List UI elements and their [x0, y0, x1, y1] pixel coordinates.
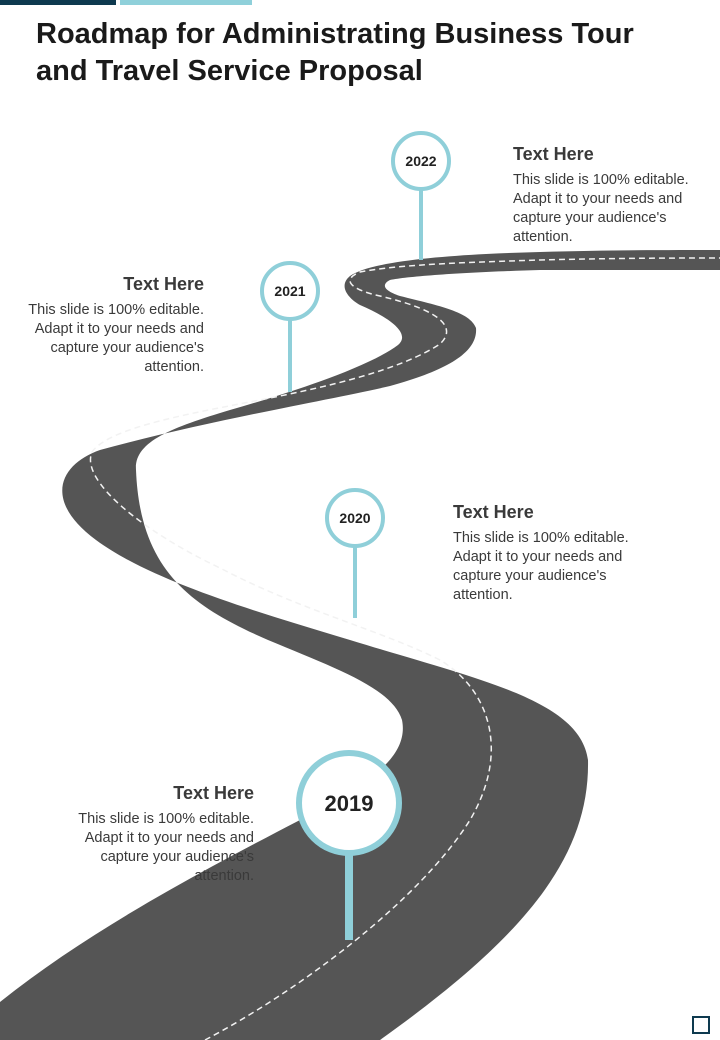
text-block-2022-heading: Text Here [513, 144, 594, 164]
milestone-2020-year: 2020 [339, 510, 371, 526]
milestone-2021 [262, 263, 318, 392]
milestone-2022 [393, 133, 449, 260]
text-block-2019 [70, 782, 254, 886]
page-title: Roadmap for Administrating Business Tour and Travel Service Proposal [36, 18, 634, 87]
milestone-2020 [327, 490, 383, 618]
text-block-2020-body: This slide is 100% editable. Adapt it to your needs and capture your audience's attention. [453, 530, 629, 603]
milestone-2021-year: 2021 [274, 283, 306, 299]
milestone-2022-year: 2022 [405, 153, 437, 169]
text-block-2020-heading: Text Here [453, 502, 534, 522]
text-block-2021 [20, 273, 204, 377]
text-block-2019-body: This slide is 100% editable. Adapt it to your needs and capture your audience's attention. [78, 811, 254, 884]
text-block-2021-body: This slide is 100% editable. Adapt it to your needs and capture your audience's attention. [28, 302, 204, 375]
text-block-2019-heading: Text Here [173, 783, 254, 803]
text-block-2020 [453, 501, 653, 605]
milestone-2019-year: 2019 [324, 791, 374, 816]
text-block-2021-heading: Text Here [123, 274, 204, 294]
text-block-2022 [513, 143, 713, 247]
text-block-2022-body: This slide is 100% editable. Adapt it to your needs and capture your audience's attention. [513, 172, 689, 245]
corner-square-icon [692, 1016, 710, 1034]
